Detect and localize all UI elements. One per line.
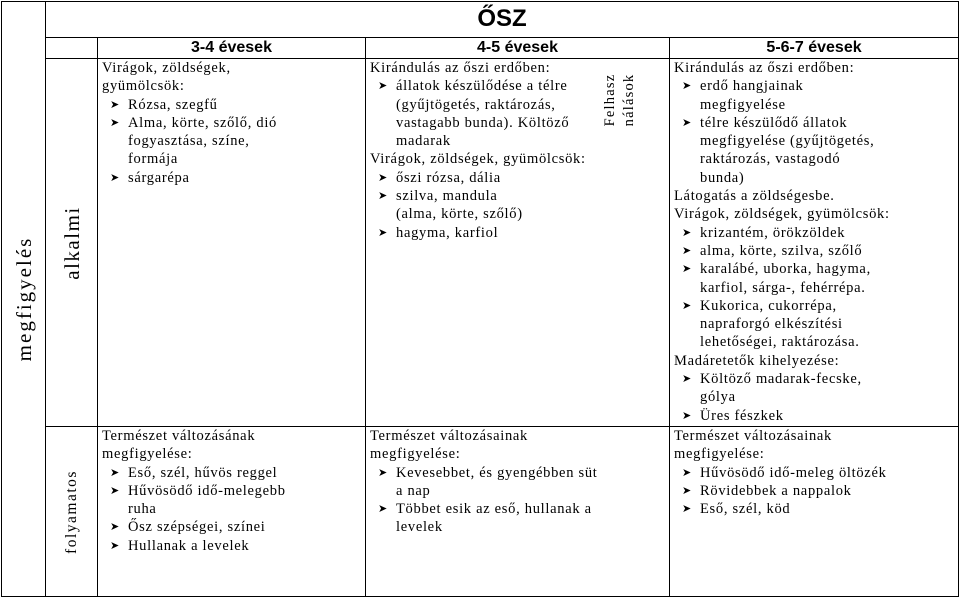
text-line xyxy=(370,445,665,463)
line-text: raktározás, vastagodó xyxy=(700,151,841,168)
bullet-item xyxy=(370,187,665,205)
continuous-label-cell xyxy=(46,427,98,597)
bullet-item xyxy=(674,370,954,388)
autumn-plan-table xyxy=(1,1,959,597)
continuous-list-5-7 xyxy=(670,427,958,518)
observation-label: megfigyelés xyxy=(11,236,36,362)
line-text: Kirándulás az őszi erdőben: xyxy=(674,60,855,76)
arrow-bullet-icon: ➤ xyxy=(682,373,692,386)
text-line xyxy=(370,427,665,445)
arrow-bullet-icon: ➤ xyxy=(682,263,692,276)
bullet-item xyxy=(102,518,361,536)
text-line xyxy=(370,482,665,500)
line-text: vastagabb bunda). Költöző xyxy=(396,114,570,131)
occasional-label: alkalmi xyxy=(59,205,84,280)
line-text: Rövidebbek a nappalok xyxy=(700,482,852,499)
arrow-bullet-icon: ➤ xyxy=(378,466,388,479)
bullet-item xyxy=(102,537,361,555)
line-text: gyümölcsök: xyxy=(102,78,185,95)
observation-side-label-cell xyxy=(2,2,46,597)
arrow-bullet-icon: ➤ xyxy=(110,521,120,534)
text-line xyxy=(102,500,361,518)
bullet-item xyxy=(102,482,361,500)
line-text: Hűvösödő idő-meleg öltözék xyxy=(700,464,887,481)
text-line xyxy=(674,169,954,187)
text-line xyxy=(370,518,665,536)
line-text: Többet esik az eső, hullanak a xyxy=(396,501,592,518)
usage-note-text xyxy=(601,74,639,127)
occasional-col-5-7 xyxy=(670,59,959,427)
line-text: Eső, szél, hűvös reggel xyxy=(128,464,278,481)
line-text: hagyma, karfiol xyxy=(396,224,499,241)
bullet-item xyxy=(674,114,954,132)
line-text: (gyűjtögetés, raktározás, xyxy=(396,96,556,113)
bullet-item xyxy=(674,464,954,482)
continuous-col-3-4 xyxy=(98,427,366,597)
line-text: lehetőségei, raktározása. xyxy=(700,334,860,351)
text-line xyxy=(370,205,665,223)
bullet-item xyxy=(370,224,665,242)
line-text: erdő hangjainak xyxy=(700,78,804,95)
line-text: szilva, mandula xyxy=(396,188,498,205)
line-text: Kevesebbet, és gyengébben süt xyxy=(396,464,598,481)
age-header-4-5: 4-5 évesek xyxy=(366,38,670,59)
line-text: alma, körte, szilva, szőlő xyxy=(700,242,863,259)
occasional-col-4-5 xyxy=(366,59,670,427)
bullet-item xyxy=(674,407,954,425)
line-text: Hullanak a levelek xyxy=(128,537,250,554)
line-text: karfiol, sárga-, fehérrépa. xyxy=(700,279,866,296)
arrow-bullet-icon: ➤ xyxy=(378,503,388,516)
bullet-item xyxy=(370,500,665,518)
occasional-list-5-7 xyxy=(670,59,958,425)
bullet-item xyxy=(674,297,954,315)
occasional-list-3-4 xyxy=(98,59,365,187)
line-text: őszi rózsa, dália xyxy=(396,169,501,186)
line-text: Virágok, zöldségek, xyxy=(102,60,231,76)
line-text: bunda) xyxy=(700,169,745,186)
line-text: Természet változásainak xyxy=(370,428,528,444)
line-text: Alma, körte, szőlő, dió xyxy=(128,114,277,131)
line-text: gólya xyxy=(700,389,736,406)
page-title: ŐSZ xyxy=(46,2,959,38)
line-text: Virágok, zöldségek, gyümölcsök: xyxy=(674,206,890,223)
line-text: madarak xyxy=(396,133,451,150)
line-text: karalábé, uborka, hagyma, xyxy=(700,261,871,278)
usage-note xyxy=(598,59,642,141)
line-text: Üres fészkek xyxy=(700,407,784,424)
line-text: megfigyelése xyxy=(700,96,786,113)
continuous-label: folyamatos xyxy=(62,469,80,554)
arrow-bullet-icon: ➤ xyxy=(682,244,692,257)
text-line xyxy=(674,352,954,370)
line-text: krizantém, örökzöldek xyxy=(700,224,846,241)
arrow-bullet-icon: ➤ xyxy=(682,226,692,239)
line-text: (alma, körte, szőlő) xyxy=(396,206,523,223)
arrow-bullet-icon: ➤ xyxy=(682,503,692,516)
age-header-spacer xyxy=(46,38,98,59)
bullet-item xyxy=(102,114,361,132)
arrow-bullet-icon: ➤ xyxy=(378,80,388,93)
line-text: télre készülődő állatok xyxy=(700,114,848,131)
text-line xyxy=(674,59,954,77)
text-line xyxy=(102,59,361,77)
line-text: fogyasztása, színe, xyxy=(128,133,250,150)
text-line xyxy=(674,187,954,205)
line-text: Virágok, zöldségek, gyümölcsök: xyxy=(370,151,586,168)
line-text: megfigyelése: xyxy=(674,446,765,463)
continuous-col-5-7 xyxy=(670,427,959,597)
line-text: Kukorica, cukorrépa, xyxy=(700,297,837,314)
line-text: Ősz szépségei, színei xyxy=(128,519,266,536)
line-text: megfigyelése: xyxy=(102,446,193,463)
arrow-bullet-icon: ➤ xyxy=(378,171,388,184)
usage-note-line-2: nálások xyxy=(621,73,637,127)
text-line xyxy=(674,388,954,406)
text-line xyxy=(370,150,665,168)
line-text: megfigyelése (gyűjtögetés, xyxy=(700,133,875,150)
bullet-item xyxy=(674,242,954,260)
arrow-bullet-icon: ➤ xyxy=(682,409,692,422)
continuous-list-3-4 xyxy=(98,427,365,555)
text-line xyxy=(102,150,361,168)
arrow-bullet-icon: ➤ xyxy=(110,484,120,497)
text-line xyxy=(674,333,954,351)
text-line xyxy=(102,427,361,445)
text-line xyxy=(102,445,361,463)
line-text: Hűvösödő idő-melegebb xyxy=(128,482,286,499)
arrow-bullet-icon: ➤ xyxy=(110,171,120,184)
age-header-5-7: 5-6-7 évesek xyxy=(670,38,959,59)
line-text: levelek xyxy=(396,519,443,536)
line-text: Eső, szél, köd xyxy=(700,501,791,518)
text-line xyxy=(674,279,954,297)
text-line xyxy=(102,132,361,150)
age-header-3-4: 3-4 évesek xyxy=(98,38,366,59)
usage-note-line-1: Felhasz xyxy=(602,73,618,127)
arrow-bullet-icon: ➤ xyxy=(110,539,120,552)
continuous-list-4-5 xyxy=(366,427,669,537)
arrow-bullet-icon: ➤ xyxy=(682,116,692,129)
bullet-item xyxy=(102,169,361,187)
bullet-item xyxy=(370,464,665,482)
line-text: állatok készülődése a télre xyxy=(396,78,568,95)
arrow-bullet-icon: ➤ xyxy=(110,116,120,129)
bullet-item xyxy=(102,96,361,114)
line-text: a nap xyxy=(396,482,431,499)
bullet-item xyxy=(674,482,954,500)
text-line xyxy=(102,77,361,95)
text-line xyxy=(674,445,954,463)
line-text: Látogatás a zöldségesbe. xyxy=(674,188,835,205)
arrow-bullet-icon: ➤ xyxy=(682,299,692,312)
occasional-label-cell xyxy=(46,59,98,427)
bullet-item xyxy=(674,77,954,95)
text-line xyxy=(674,205,954,223)
line-text: Rózsa, szegfű xyxy=(128,96,218,113)
line-text: Madáretetők kihelyezése: xyxy=(674,352,840,369)
line-text: formája xyxy=(128,151,178,168)
line-text: megfigyelése: xyxy=(370,446,461,463)
line-text: ruha xyxy=(128,501,157,518)
line-text: Természet változásának xyxy=(102,428,256,444)
text-line xyxy=(674,427,954,445)
bullet-item xyxy=(674,224,954,242)
text-line xyxy=(674,150,954,168)
arrow-bullet-icon: ➤ xyxy=(378,226,388,239)
line-text: sárgarépa xyxy=(128,169,190,186)
text-line xyxy=(674,96,954,114)
arrow-bullet-icon: ➤ xyxy=(110,466,120,479)
text-line xyxy=(674,315,954,333)
arrow-bullet-icon: ➤ xyxy=(110,98,120,111)
bullet-item xyxy=(674,500,954,518)
line-text: Kirándulás az őszi erdőben: xyxy=(370,60,551,76)
line-text: napraforgó elkészítési xyxy=(700,316,843,333)
arrow-bullet-icon: ➤ xyxy=(682,466,692,479)
text-line xyxy=(674,132,954,150)
line-text: Természet változásainak xyxy=(674,428,832,444)
bullet-item xyxy=(370,169,665,187)
bullet-item xyxy=(674,260,954,278)
arrow-bullet-icon: ➤ xyxy=(378,190,388,203)
bullet-item xyxy=(102,464,361,482)
line-text: Költöző madarak-fecske, xyxy=(700,371,862,388)
occasional-col-3-4 xyxy=(98,59,366,427)
arrow-bullet-icon: ➤ xyxy=(682,80,692,93)
continuous-col-4-5 xyxy=(366,427,670,597)
arrow-bullet-icon: ➤ xyxy=(682,484,692,497)
